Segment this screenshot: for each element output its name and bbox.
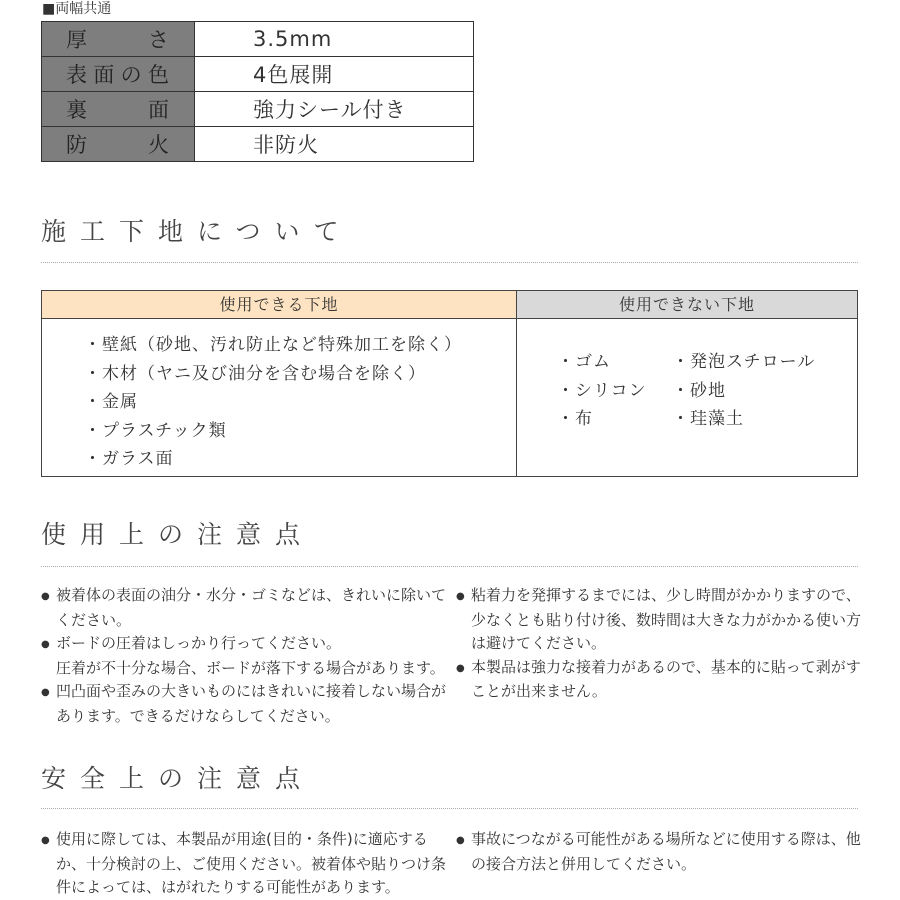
spec-label: 表面の色 bbox=[66, 63, 170, 87]
list-item: ・珪藻土 bbox=[672, 409, 744, 429]
spec-value: 非防火 bbox=[195, 127, 474, 162]
spec-label: 裏面 bbox=[66, 98, 170, 122]
usable-header: 使用できる下地 bbox=[42, 291, 516, 319]
list-item: ・ゴム bbox=[557, 352, 611, 372]
note-item: ● ボードの圧着はしっかり行ってください。 bbox=[41, 632, 446, 657]
usage-notes-left bbox=[41, 584, 446, 728]
list-item: ・プラスチック類 bbox=[84, 420, 227, 441]
spec-row-fireproof bbox=[42, 127, 474, 162]
divider bbox=[41, 808, 858, 809]
usable-list bbox=[84, 331, 462, 474]
divider bbox=[41, 262, 858, 263]
spec-caption: ■両幅共通 bbox=[42, 1, 112, 17]
unusable-list bbox=[557, 348, 832, 434]
list-item: ・壁紙（砂地、汚れ防止など特殊加工を除く） bbox=[84, 335, 462, 355]
spec-value: 強力シール付き bbox=[195, 92, 474, 127]
spec-label: 厚さ bbox=[66, 28, 170, 52]
usage-notes bbox=[41, 584, 861, 728]
list-item: ・シリコン bbox=[557, 380, 647, 401]
spec-label: 防火 bbox=[66, 133, 170, 157]
list-item: ・ガラス面 bbox=[84, 449, 174, 469]
unusable-header: 使用できない下地 bbox=[517, 291, 857, 319]
spec-table bbox=[41, 21, 474, 162]
safety-notes-right bbox=[456, 828, 861, 900]
note-item: ● 使用に際しては、本製品が用途(目的・条件)に適応するか、十分検討の上、ご使用ください。被着体や貼りつけ条件によっては、はがれたりする可能性があります。 bbox=[41, 828, 446, 900]
list-item: ・金属 bbox=[84, 392, 138, 412]
safety-notes bbox=[41, 828, 861, 900]
spec-row-surface-color bbox=[42, 57, 474, 92]
safety-notes-left bbox=[41, 828, 446, 900]
unusable-column bbox=[517, 291, 857, 476]
safety-title: 安全上の注意点 bbox=[41, 764, 315, 793]
list-item: ・砂地 bbox=[672, 380, 726, 401]
usage-notes-right bbox=[456, 584, 861, 728]
list-item: ・木材（ヤニ及び油分を含む場合を除く） bbox=[84, 363, 426, 384]
note-item: ● 凹凸面や歪みの大きいものにはきれいに接着しない場合があります。できるだけならしてください。 bbox=[41, 680, 446, 728]
usage-title: 使用上の注意点 bbox=[41, 520, 315, 549]
list-item: ・布 bbox=[557, 409, 593, 429]
note-item: ● 本製品は強力な接着力があるので、基本的に貼って剥がすことが出来ません。 bbox=[456, 656, 861, 704]
note-item: ● 被着体の表面の油分・水分・ゴミなどは、きれいに除いてください。 bbox=[41, 584, 446, 632]
spec-row-thickness bbox=[42, 22, 474, 57]
usable-column bbox=[42, 291, 517, 476]
note-item: ● 粘着力を発揮するまでには、少し時間がかかりますので、少なくとも貼り付け後、数時間は大きな力がかかる使い方は避けてください。 bbox=[456, 584, 861, 656]
note-item: ● 事故につながる可能性がある場所などに使用する際は、他の接合方法と併用してください。 bbox=[456, 828, 861, 876]
spec-value: 4色展開 bbox=[195, 57, 474, 92]
divider bbox=[41, 566, 858, 567]
note-item: 圧着が不十分な場合、ボードが落下する場合があります。 bbox=[56, 658, 445, 677]
spec-value: 3.5mm bbox=[195, 22, 474, 57]
substrate-table bbox=[41, 290, 858, 477]
list-item: ・発泡スチロール bbox=[672, 352, 816, 372]
substrate-title: 施工下地について bbox=[41, 217, 353, 246]
spec-row-back bbox=[42, 92, 474, 127]
